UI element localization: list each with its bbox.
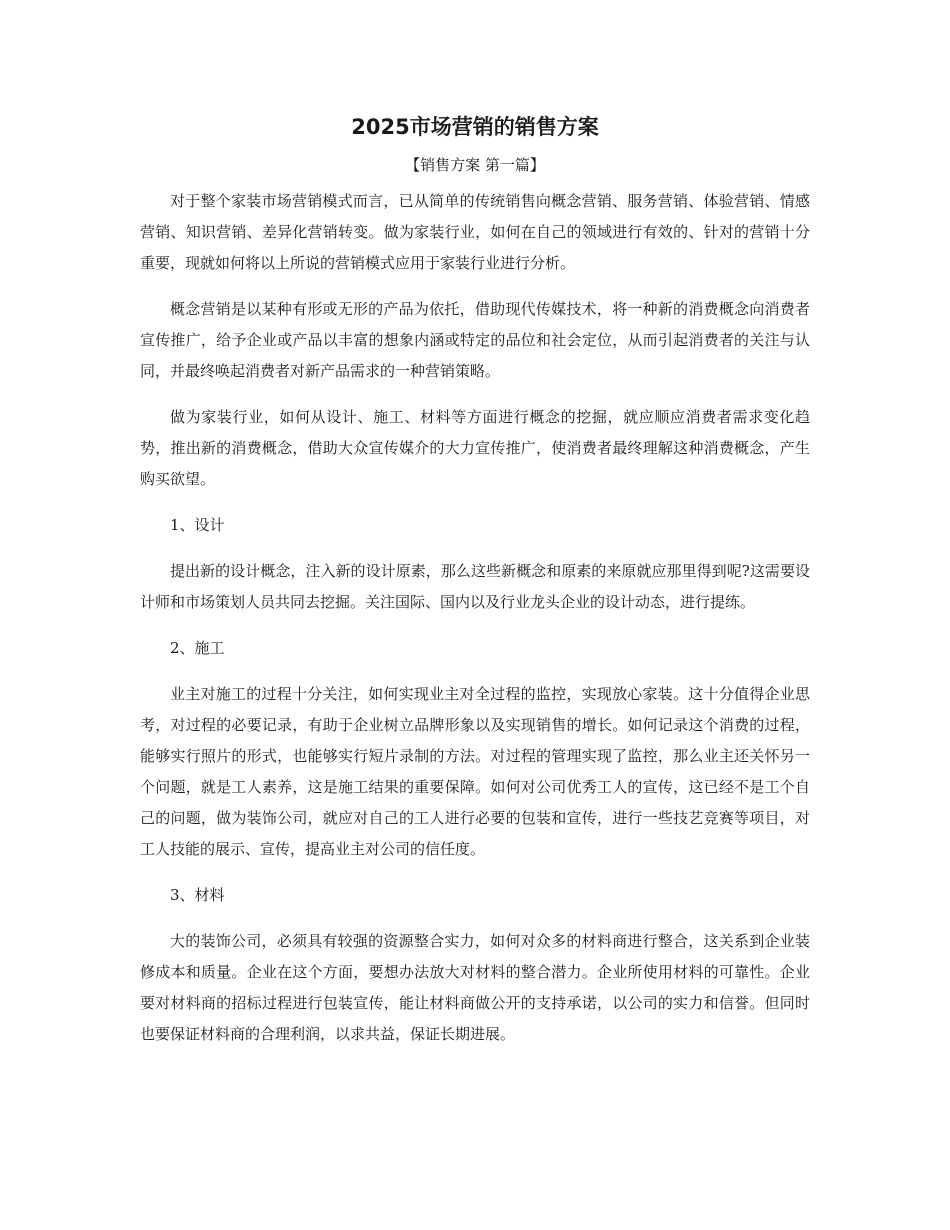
document-subtitle: 【销售方案 第一篇】 (405, 156, 545, 174)
paragraph-design: 提出新的设计概念，注入新的设计原素，那么这些新概念和原素的来原就应那里得到呢?这需要设计师和市场策划人员共同去挖掘。关注国际、国内以及行业龙头企业的设计动态，进行提练。 (140, 562, 810, 611)
paragraph-home-decoration: 做为家装行业，如何从设计、施工、材料等方面进行概念的挖掘，就应顺应消费者需求变化趋势，推出新的消费概念，借助大众宣传媒介的大力宣传推广，使消费者最终理解这种消费概念，产生购买欲望。 (140, 408, 810, 488)
document-page (140, 112, 810, 1065)
document-title: 2025市场营销的销售方案 (351, 115, 599, 139)
paragraph-intro: 对于整个家装市场营销模式而言，已从简单的传统销售向概念营销、服务营销、体验营销、情感营销、知识营销、差异化营销转变。做为家装行业，如何在自己的领域进行有效的、针对的营销十分重要，现就如何将以上所说的营销模式应用于家装行业进行分析。 (140, 192, 810, 272)
section-heading-materials: 3、材料 (170, 886, 225, 904)
paragraph-concept-marketing: 概念营销是以某种有形或无形的产品为依托，借助现代传媒技术，将一种新的消费概念向消费者宣传推广，给予企业或产品以丰富的想象内涵或特定的品位和社会定位，从而引起消费者的关注与认同，并最终唤起消费者对新产品需求的一种营销策略。 (140, 300, 810, 380)
paragraph-construction: 业主对施工的过程十分关注，如何实现业主对全过程的监控，实现放心家装。这十分值得企业思考，对过程的必要记录，有助于企业树立品牌形象以及实现销售的增长。如何记录这个消费的过程，能够实行照片的形式，也能够实行短片录制的方法。对过程的管理实现了监控，那么业主还关怀另一个问题，就是工人素养，这是施工结果的重要保障。如何对公司优秀工人的宣传，这已经不是工个自己的问题，做为装饰公司，就应对自己的工人进行必要的包装和宣传，进行一些技艺竞赛等项目，对工人技能的展示、宣传，提高业主对公司的信任度。 (140, 685, 810, 858)
paragraph-materials: 大的装饰公司，必须具有较强的资源整合实力，如何对众多的材料商进行整合，这关系到企业装修成本和质量。企业在这个方面，要想办法放大对材料的整合潜力。企业所使用材料的可靠性。企业要对材料商的招标过程进行包装宣传，能让材料商做公开的支持承诺，以公司的实力和信誉。但同时也要保证材料商的合理利润，以求共益，保证长期进展。 (140, 932, 810, 1043)
section-heading-design: 1、设计 (170, 516, 225, 534)
section-heading-construction: 2、施工 (170, 639, 225, 657)
